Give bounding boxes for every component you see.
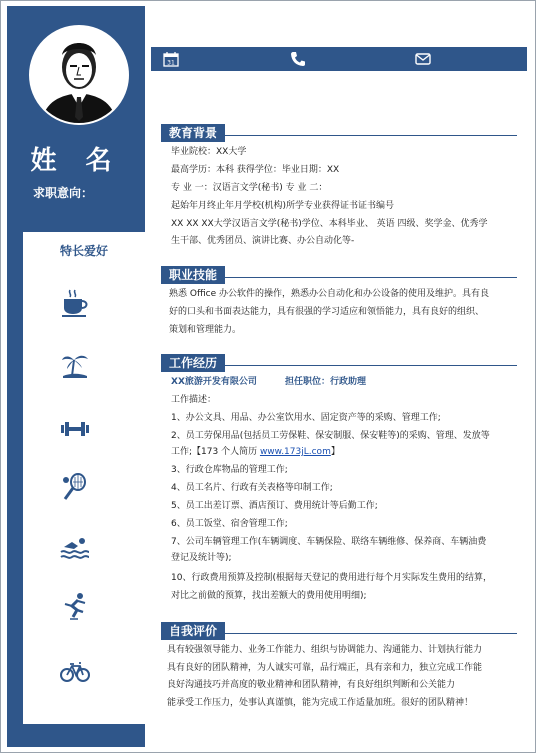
skills-line: 好的口头和书面表达能力，具有很强的学习适应和领悟能力，具有良好的组织、: [169, 307, 485, 317]
self-eval-line: 能承受工作压力，处事认真谨慎，能为完成工作适量加班。很好的团队精神！: [167, 698, 474, 708]
svg-text:31: 31: [167, 59, 175, 67]
company-name: XX旅游开发有限公司: [171, 377, 257, 387]
work-line: 登记及统计等);: [171, 553, 232, 563]
skills-title: 职业技能: [161, 266, 225, 284]
self-eval-line: 具有良好的团队精神，为人诚实可靠，品行端正，具有亲和力，独立完成工作能: [167, 663, 483, 673]
calendar-icon: [163, 51, 179, 67]
work-line: 1、办公文具、用品、办公室饮用水、固定资产等的采购、管理工作;: [171, 413, 441, 423]
section-divider: [219, 135, 517, 136]
work-line: 10、行政费用预算及控制(根据每天登记的费用进行每个月实际发生费用的结算，: [171, 573, 492, 583]
contact-bar: [151, 47, 527, 71]
skating-icon: [60, 592, 90, 622]
resume-link[interactable]: www.173jL.com: [259, 447, 331, 457]
job-intent-label: 求职意向：: [33, 186, 94, 200]
work-line: 5、员工出差订票、酒店预订、费用统计等后勤工作;: [171, 501, 378, 511]
dumbbell-icon: [60, 414, 90, 444]
coffee-icon: [60, 288, 90, 318]
work-section: [159, 354, 519, 610]
hobby-title: 特长爱好: [59, 244, 108, 258]
work-line: 7、公司车辆管理工作(车辆调度、车辆保险、联络车辆维修、保养商、车辆油费: [171, 537, 487, 547]
education-title: 教育背景: [161, 124, 225, 142]
skills-section: [159, 266, 519, 342]
phone-icon: [290, 51, 306, 67]
work-line: 对比之前做的预算，找出差额大的费用使用明细);: [171, 591, 367, 601]
bicycle-icon: [60, 656, 90, 686]
self-eval-title: 自我评价: [161, 622, 225, 640]
self-eval-line: 具有较强领导能力、业务工作能力、组织与协调能力、沟通能力、计划执行能力: [167, 645, 483, 655]
skills-line: 策划和管理能力。: [169, 325, 242, 335]
section-divider: [219, 277, 517, 278]
education-line: XX XX XX大学汉语言文学(秘书)学位、本科毕业、 英语 四级、奖学金、优秀学: [171, 219, 488, 229]
profile-photo: [29, 25, 129, 125]
section-divider: [219, 365, 517, 366]
self-eval-section: [159, 622, 519, 714]
mail-icon: [415, 51, 431, 67]
education-line: 最高学历：本科 获得学位：毕业日期：XX: [171, 165, 340, 175]
work-title: 工作经历: [161, 354, 225, 372]
education-line: 毕业院校：XX大学: [171, 147, 247, 157]
skills-line: 熟悉 Office 办公软件的操作，熟悉办公自动化和办公设备的使用及维护。具有良: [169, 289, 489, 299]
work-line: 4、员工名片、行政有关表格等印制工作;: [171, 483, 333, 493]
education-line: 专 业 一：汉语言文学(秘书) 专 业 二：: [171, 183, 328, 193]
hobby-panel: [23, 232, 145, 724]
self-eval-line: 良好沟通技巧并高度的敬业精神和团队精神，有良好组织判断和公关能力: [167, 680, 456, 690]
work-line-suffix: 】: [330, 447, 340, 457]
work-line: 2、员工劳保用品(包括员工劳保鞋、保安制服、保安鞋等)的采购、管理、发放等: [171, 431, 490, 441]
beach-icon: [60, 350, 90, 380]
work-line: 6、员工饭堂、宿舍管理工作;: [171, 519, 288, 529]
education-section: [159, 124, 519, 254]
work-desc-label: 工作描述：: [171, 395, 217, 405]
swimming-icon: [60, 532, 90, 562]
education-line: 起始年月终止年月学校(机构)所学专业获得证书证书编号: [171, 201, 395, 211]
tennis-icon: [60, 472, 90, 502]
education-line: 生干部、优秀团员、演讲比赛、办公自动化等-: [171, 236, 355, 246]
section-divider: [219, 633, 517, 634]
work-line-prefix: 工作;【173 个人简历: [171, 447, 260, 457]
work-line: 3、行政仓库物品的管理工作;: [171, 465, 288, 475]
candidate-name: 姓 名: [30, 146, 122, 176]
job-position: 担任职位：行政助理: [285, 377, 367, 387]
work-line-with-link: [171, 446, 340, 458]
